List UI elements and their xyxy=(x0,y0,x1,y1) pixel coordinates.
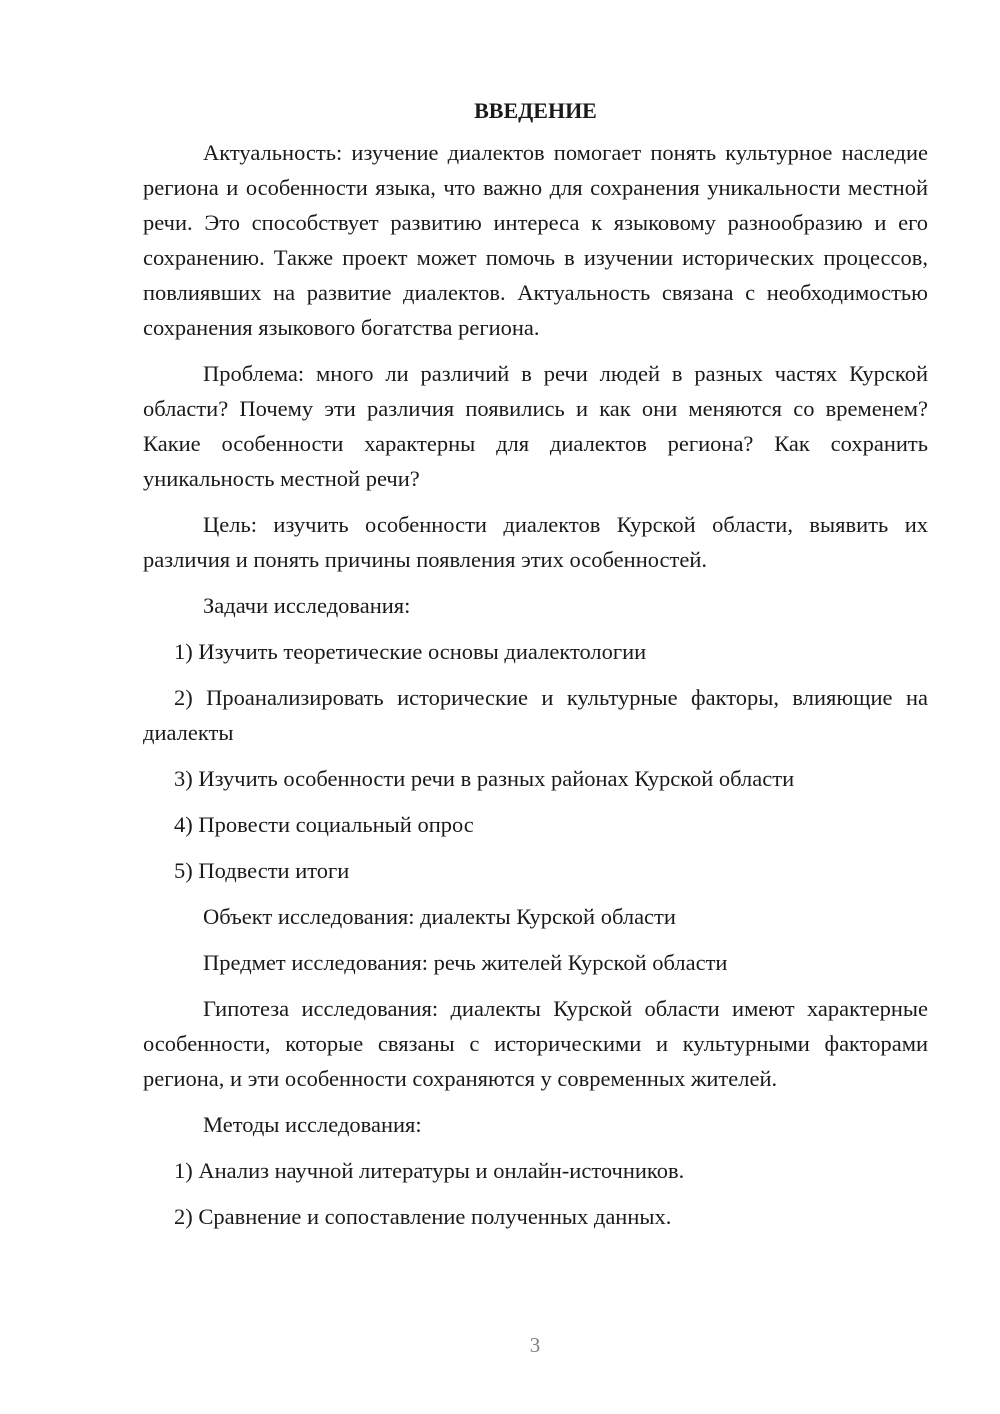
document-title: ВВЕДЕНИЕ xyxy=(474,98,597,123)
tasks-heading: Задачи исследования: xyxy=(203,593,411,618)
goal-paragraph: Цель: изучить особенности диалектов Курской области, выявить их различия и понять причины появления этих особенностей. xyxy=(143,512,928,572)
method-item: 1) Анализ научной литературы и онлайн-источников. xyxy=(174,1158,685,1183)
task-item: 5) Подвести итоги xyxy=(174,858,350,883)
subject-paragraph: Предмет исследования: речь жителей Курской области xyxy=(203,950,728,975)
task-item: 2) Проанализировать исторические и культурные факторы, влияющие на диалекты xyxy=(143,685,928,745)
document-page xyxy=(143,96,928,1245)
object-paragraph: Объект исследования: диалекты Курской области xyxy=(203,904,676,929)
problem-paragraph: Проблема: много ли различий в речи людей в разных частях Курской области? Почему эти различия появились и как они меняются со временем? Какие особенности характерны для диалектов региона? Как сохранить уникальность местной речи? xyxy=(143,361,928,491)
hypothesis-paragraph: Гипотеза исследования: диалекты Курской области имеют характерные особенности, которые связаны с историческими и культурными факторами региона, и эти особенности сохраняются у современных жителей. xyxy=(143,996,928,1091)
task-item: 3) Изучить особенности речи в разных районах Курской области xyxy=(174,766,795,791)
task-item: 1) Изучить теоретические основы диалектологии xyxy=(174,639,647,664)
methods-heading: Методы исследования: xyxy=(203,1112,422,1137)
method-item: 2) Сравнение и сопоставление полученных данных. xyxy=(174,1204,672,1229)
relevance-paragraph: Актуальность: изучение диалектов помогает понять культурное наследие региона и особенности языка, что важно для сохранения уникальности местной речи. Это способствует развитию интереса к языковому разнообразию и его сохранению. Также проект может помочь в изучении исторических процессов, повлиявших на развитие диалектов. Актуальность связана с необходимостью сохранения языкового богатства региона. xyxy=(143,140,928,340)
task-item: 4) Провести социальный опрос xyxy=(174,812,474,837)
page-number: 3 xyxy=(529,1333,541,1357)
